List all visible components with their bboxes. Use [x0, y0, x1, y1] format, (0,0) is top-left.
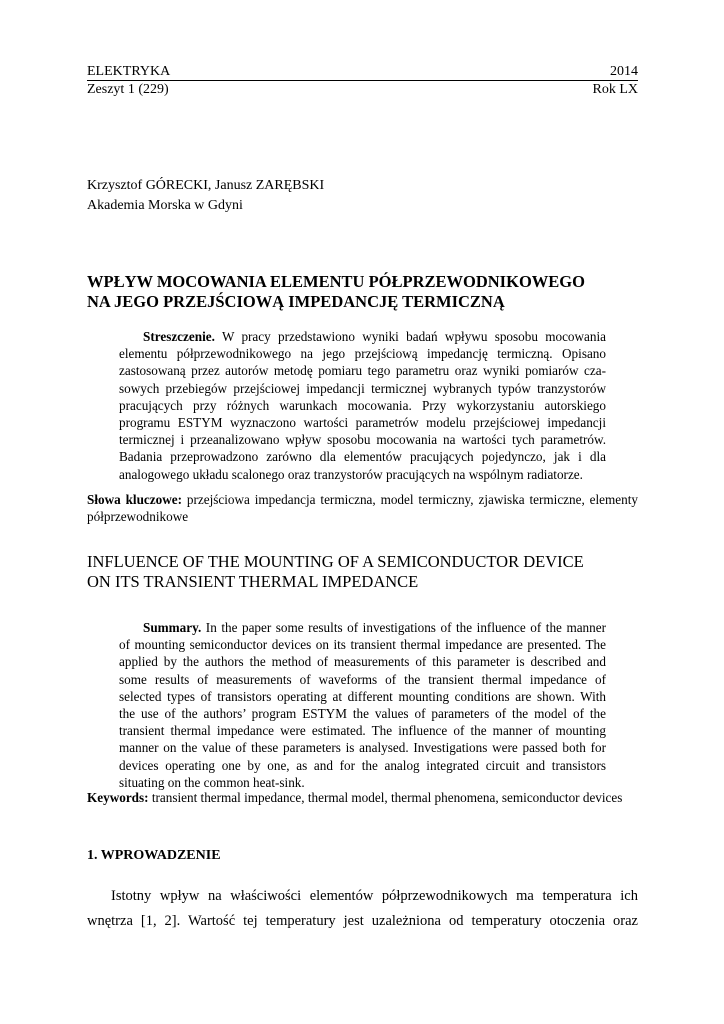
abstract-polish-line: pracujących przy różnych warunkach mocowania. Przy wykorzystaniu autorskiego: [119, 397, 606, 413]
body-line-2: wnętrza [1, 2]. Wartość tej temperatury jest uzależniona od temperatury otoczenia oraz: [87, 913, 638, 929]
header-rule: [87, 80, 638, 81]
title-polish: [87, 272, 585, 312]
abstract-english-line: of mounting semiconductor devices on its transient thermal impedance are presented. The: [119, 637, 606, 653]
abstract-polish-line: Badania przeprowadzono zarówno dla elementów pracujących pojedynczo, jak i dla: [119, 449, 606, 465]
abstract-polish-label: Streszczenie.: [143, 329, 215, 344]
abstract-english-line: selected types of transistors operating at different mounting conditions are shown. With: [119, 688, 606, 704]
abstract-english-line: transient thermal impedance were estimated. The influence of the manner of mounting: [119, 723, 606, 739]
abstract-polish-line: analogowego układu scalonego oraz tranzystorów pracujących na wspólnym radiatorze.: [119, 466, 583, 482]
keywords-polish-text: przejściowa impedancja termiczna, model termiczny, zjawiska termiczne, elementy: [186, 492, 638, 507]
keywords-english: [87, 789, 638, 806]
abstract-polish-line: W pracy przedstawiono wyniki badań wpływu sposobu mocowania: [221, 329, 607, 344]
abstract-english-line: devices operating one by one, as and for the analog integrated circuit and transistors: [119, 757, 606, 773]
title-polish-line-1: WPŁYW MOCOWANIA ELEMENTU PÓŁPRZEWODNIKOWEGO: [87, 272, 585, 291]
journal-year: 2014: [610, 64, 638, 79]
abstract-polish-line: programu ESTYM wyznaczono wartości parametrów modelu przejściowej impedancji: [119, 415, 606, 431]
authors-block: [87, 176, 324, 216]
abstract-english-line: situating on the common heat-sink.: [119, 774, 305, 790]
keywords-polish: [87, 491, 638, 525]
abstract-english-line: some results of measurements of waveforms of the transient thermal impedance of: [119, 671, 606, 687]
abstract-polish: [119, 328, 606, 483]
keywords-english-label: Keywords:: [87, 790, 149, 805]
abstract-polish-line: termicznej i przeanalizowano wpływ sposobu mocowania na wartości tych parametrów.: [119, 432, 606, 448]
section-heading: 1. WPROWADZENIE: [87, 848, 221, 863]
abstract-english-line: manner on the value of these parameters is analysed. Investigations were passed both for: [119, 740, 606, 756]
title-polish-line-2: NA JEGO PRZEJŚCIOWĄ IMPEDANCJĘ TERMICZNĄ: [87, 292, 505, 311]
keywords-polish-label: Słowa kluczowe:: [87, 492, 182, 507]
abstract-polish-line: elementu półprzewodnikowego na jego przejściową impedancję termiczną. Opisano: [119, 346, 606, 362]
body-line-1: Istotny wpływ na właściwości elementów półprzewodnikowych ma temperatura ich: [111, 888, 638, 904]
abstract-english: [119, 619, 606, 791]
abstract-polish-line: zastosowaną przez autorów metodę pomiaru tego parametru oraz wyniki pomiarów cza-: [119, 363, 606, 379]
title-english: [87, 552, 584, 592]
journal-header-bottom: [87, 82, 638, 98]
abstract-english-line: In the paper some results of investigations of the influence of the manner: [205, 620, 606, 635]
keywords-english-text: transient thermal impedance, thermal model, thermal phenomena, semiconductor devices: [151, 790, 623, 805]
author-names: Krzysztof GÓRECKI, Janusz ZARĘBSKI: [87, 178, 325, 193]
paper-page: [87, 0, 638, 1024]
author-affiliation: Akademia Morska w Gdyni: [87, 198, 243, 213]
abstract-english-label: Summary.: [143, 620, 202, 635]
title-english-line-2: ON ITS TRANSIENT THERMAL IMPEDANCE: [87, 572, 419, 591]
journal-volume: Rok LX: [592, 82, 638, 97]
journal-name: ELEKTRYKA: [87, 64, 171, 79]
abstract-english-line: applied by the authors the method of measurements of this parameter is described and: [119, 654, 606, 670]
journal-issue: Zeszyt 1 (229): [87, 82, 169, 97]
keywords-polish-text-cont: półprzewodnikowe: [87, 509, 189, 525]
title-english-line-1: INFLUENCE OF THE MOUNTING OF A SEMICONDUCTOR DEVICE: [87, 552, 584, 571]
journal-header-top: [87, 64, 638, 80]
abstract-polish-line: sowych przebiegów przejściowej impedancji termicznej wybranych typów tranzystorów: [119, 380, 606, 396]
section-body: [87, 884, 638, 934]
abstract-english-line: the use of the authors’ program ESTYM the values of parameters of the model of the: [119, 706, 606, 722]
